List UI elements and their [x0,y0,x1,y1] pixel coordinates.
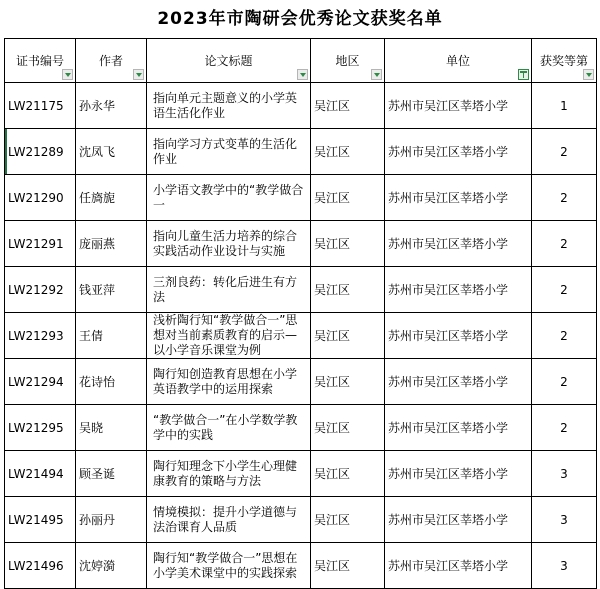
header-row [5,39,597,83]
cell-region[interactable]: 吴江区 [311,221,385,267]
cell-region[interactable]: 吴江区 [311,543,385,589]
cell-paper-title[interactable]: 指向学习方式变革的生活化作业 [147,129,311,175]
header-award[interactable]: 获奖等第 [532,39,597,83]
table-row[interactable] [5,129,597,175]
cell-region[interactable]: 吴江区 [311,497,385,543]
cell-author[interactable]: 王倩 [76,313,147,359]
cell-region[interactable]: 吴江区 [311,129,385,175]
cell-award[interactable]: 2 [532,359,597,405]
cell-cert-id[interactable]: LW21294 [5,359,76,405]
cell-region[interactable]: 吴江区 [311,83,385,129]
filter-dropdown-icon[interactable] [133,69,144,80]
header-paper-title[interactable]: 论文标题 [147,39,311,83]
cell-author[interactable]: 花诗怡 [76,359,147,405]
cell-paper-title[interactable]: “教学做合一”在小学数学教学中的实践 [147,405,311,451]
cell-region[interactable]: 吴江区 [311,405,385,451]
cell-region[interactable]: 吴江区 [311,267,385,313]
filter-dropdown-icon[interactable] [583,69,594,80]
header-region[interactable]: 地区 [311,39,385,83]
cell-paper-title[interactable]: 浅析陶行知“教学做合一”思想对当前素质教育的启示—以小学音乐课堂为例 [147,313,311,359]
cell-award[interactable]: 2 [532,175,597,221]
active-filter-icon[interactable] [518,69,529,80]
cell-paper-title[interactable]: 情境模拟：提升小学道德与法治课育人品质 [147,497,311,543]
table-row[interactable] [5,313,597,359]
table-row[interactable] [5,267,597,313]
cell-cert-id[interactable]: LW21175 [5,83,76,129]
table-row[interactable] [5,405,597,451]
cell-cert-id[interactable]: LW21291 [5,221,76,267]
cell-award[interactable]: 2 [532,405,597,451]
cell-author[interactable]: 顾圣诞 [76,451,147,497]
cell-unit[interactable]: 苏州市吴江区莘塔小学 [385,83,532,129]
table-row[interactable] [5,83,597,129]
cell-region[interactable]: 吴江区 [311,359,385,405]
sheet-title: 2023年市陶研会优秀论文获奖名单 [157,9,443,29]
cell-author[interactable]: 庞丽燕 [76,221,147,267]
cell-cert-id[interactable]: LW21292 [5,267,76,313]
cell-award[interactable]: 2 [532,313,597,359]
cell-paper-title[interactable]: 三剂良药：转化后进生有方法 [147,267,311,313]
cell-cert-id[interactable]: LW21496 [5,543,76,589]
filter-dropdown-icon[interactable] [297,69,308,80]
cell-unit[interactable]: 苏州市吴江区莘塔小学 [385,221,532,267]
cell-author[interactable]: 孙丽丹 [76,497,147,543]
cell-unit[interactable]: 苏州市吴江区莘塔小学 [385,543,532,589]
cell-paper-title[interactable]: 小学语文教学中的“教学做合一 [147,175,311,221]
cell-cert-id[interactable]: LW21289 [5,129,76,175]
cell-unit[interactable]: 苏州市吴江区莘塔小学 [385,451,532,497]
cell-unit[interactable]: 苏州市吴江区莘塔小学 [385,175,532,221]
cell-award[interactable]: 3 [532,543,597,589]
table-row[interactable] [5,175,597,221]
cell-author[interactable]: 吴晓 [76,405,147,451]
cell-author[interactable]: 钱亚萍 [76,267,147,313]
cell-author[interactable]: 孙永华 [76,83,147,129]
cell-award[interactable]: 2 [532,267,597,313]
header-unit[interactable]: 单位 [385,39,532,83]
filter-dropdown-icon[interactable] [62,69,73,80]
cell-cert-id[interactable]: LW21290 [5,175,76,221]
cell-award[interactable]: 3 [532,497,597,543]
filter-dropdown-icon[interactable] [371,69,382,80]
cell-cert-id[interactable]: LW21295 [5,405,76,451]
cell-author[interactable]: 沈凤飞 [76,129,147,175]
cell-cert-id[interactable]: LW21495 [5,497,76,543]
cell-region[interactable]: 吴江区 [311,313,385,359]
cell-unit[interactable]: 苏州市吴江区莘塔小学 [385,313,532,359]
cell-unit[interactable]: 苏州市吴江区莘塔小学 [385,267,532,313]
cell-paper-title[interactable]: 指向单元主题意义的小学英语生活化作业 [147,83,311,129]
table-row[interactable] [5,451,597,497]
table-row[interactable] [5,221,597,267]
cell-unit[interactable]: 苏州市吴江区莘塔小学 [385,497,532,543]
cell-award[interactable]: 2 [532,129,597,175]
table-row[interactable] [5,497,597,543]
cell-paper-title[interactable]: 陶行知理念下小学生心理健康教育的策略与方法 [147,451,311,497]
cell-unit[interactable]: 苏州市吴江区莘塔小学 [385,359,532,405]
cell-cert-id[interactable]: LW21293 [5,313,76,359]
cell-paper-title[interactable]: 指向儿童生活力培养的综合实践活动作业设计与实施 [147,221,311,267]
award-table [4,38,597,589]
cell-unit[interactable]: 苏州市吴江区莘塔小学 [385,129,532,175]
table-body [5,83,597,589]
cell-author[interactable]: 任旖旎 [76,175,147,221]
cell-award[interactable]: 1 [532,83,597,129]
table-row[interactable] [5,543,597,589]
table-row[interactable] [5,359,597,405]
cell-cert-id[interactable]: LW21494 [5,451,76,497]
header-cert-id[interactable]: 证书编号 [5,39,76,83]
cell-paper-title[interactable]: 陶行知“教学做合一”思想在小学美术课堂中的实践探索 [147,543,311,589]
cell-unit[interactable]: 苏州市吴江区莘塔小学 [385,405,532,451]
cell-region[interactable]: 吴江区 [311,175,385,221]
cell-paper-title[interactable]: 陶行知创造教育思想在小学英语教学中的运用探索 [147,359,311,405]
cell-award[interactable]: 2 [532,221,597,267]
cell-author[interactable]: 沈婷漪 [76,543,147,589]
cell-award[interactable]: 3 [532,451,597,497]
cell-region[interactable]: 吴江区 [311,451,385,497]
header-author[interactable]: 作者 [76,39,147,83]
